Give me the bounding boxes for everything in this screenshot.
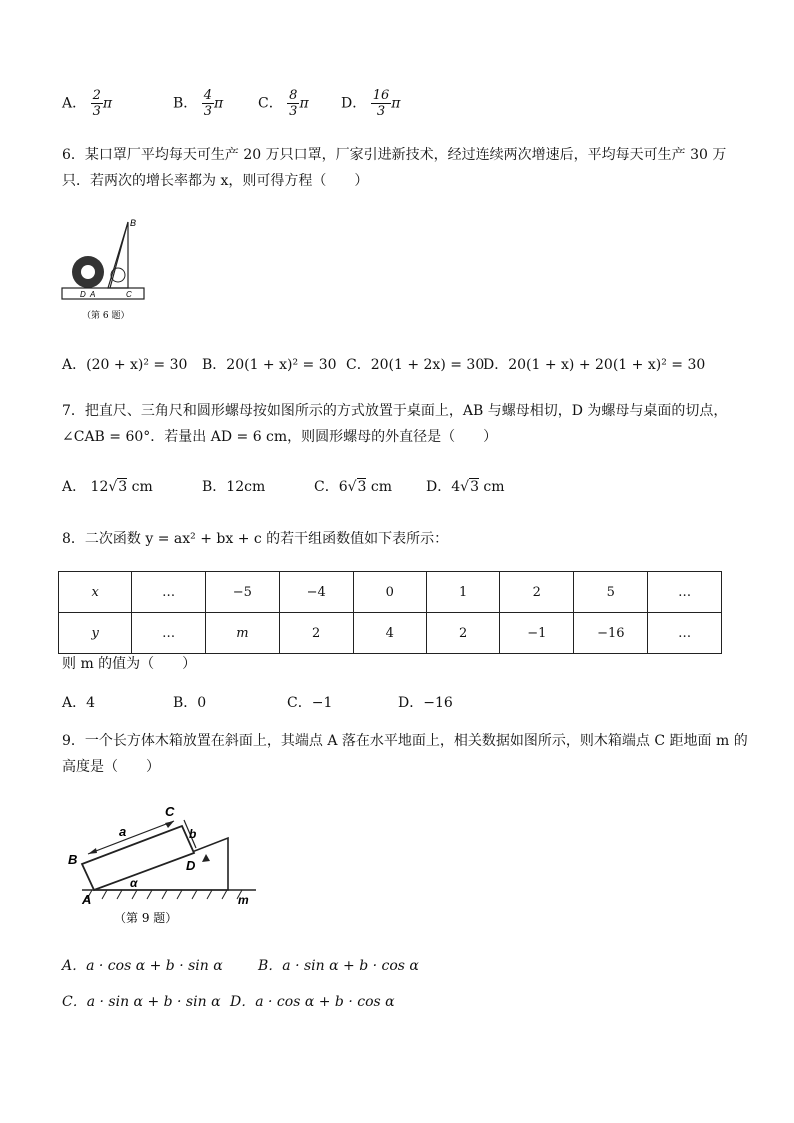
q7-option-c: C．6√3 cm xyxy=(314,479,393,495)
q8-option-a: A．4 xyxy=(62,695,96,711)
q6-line-1: 6．某口罩厂平均每天可生产 20 万只口罩，厂家引进新技术，经过连续两次增速后，平均每天可生产 30 万 xyxy=(62,147,727,163)
q6-option-d: D．20(1 + x) + 20(1 + x)² = 30 xyxy=(483,357,706,373)
table-cell: 2 xyxy=(426,613,499,654)
q5-option-d: D． $\frac{16}{3}$ π xyxy=(341,88,401,119)
fig6-label-b: B xyxy=(130,218,137,228)
table-cell: x xyxy=(59,572,132,613)
table-cell: … xyxy=(648,572,722,613)
q9-option-c: C．a · sin α + b · sin α xyxy=(62,994,221,1010)
table-cell: −5 xyxy=(205,572,279,613)
fig6-label-c: C xyxy=(126,290,132,299)
q8-after-text: 则 m 的值为（ ） xyxy=(62,656,197,672)
q6-option-c: C．20(1 + 2x) = 30 xyxy=(346,357,485,373)
q8-line-1: 8．二次函数 y = ax² + bx + c 的若干组函数值如下表所示： xyxy=(62,531,449,547)
fig9-label-b: B xyxy=(68,852,78,867)
fig6-caption: （第 6 题） xyxy=(82,311,130,321)
fig9-label-side-b: b xyxy=(189,827,197,841)
fig9-caption: （第 9 题） xyxy=(114,911,178,925)
q9-option-d: D．a · cos α + b · cos α xyxy=(230,994,395,1010)
table-cell: … xyxy=(132,572,206,613)
q6-option-a: A．(20 + x)² = 30 xyxy=(62,357,188,373)
figure-9 xyxy=(62,798,262,930)
ground-hatching xyxy=(87,890,242,899)
table-cell: 4 xyxy=(353,613,426,654)
table-cell: 5 xyxy=(574,572,648,613)
function-value-table xyxy=(58,571,722,654)
fig9-label-d: D xyxy=(186,858,196,873)
fig6-label-d: D xyxy=(80,290,86,299)
q9-line-2: 高度是（ ） xyxy=(62,759,160,775)
table-cell: 0 xyxy=(353,572,426,613)
fig9-label-side-a: a xyxy=(119,824,127,839)
q5-option-c: C． $\frac{8}{3}$ π xyxy=(258,88,309,119)
q8-option-b: B．0 xyxy=(173,695,207,711)
q7-option-a: A． 12√3 cm xyxy=(62,479,153,495)
table-cell: −1 xyxy=(500,613,574,654)
q7-option-d: D．4√3 cm xyxy=(426,479,505,495)
table-cell: 2 xyxy=(500,572,574,613)
table-cell: y xyxy=(59,613,132,654)
q6-line-2: 只．若两次的增长率都为 x，则可得方程（ ） xyxy=(62,173,369,189)
q5-option-a: A． $\frac{2}{3}$ π xyxy=(62,88,113,119)
table-cell: 1 xyxy=(426,572,499,613)
figure-6 xyxy=(60,212,150,324)
q8-option-d: D．−16 xyxy=(398,695,453,711)
fig9-label-a: A xyxy=(82,892,92,907)
q9-line-1: 9．一个长方体木箱放置在斜面上，其端点 A 落在水平地面上，相关数据如图所示，则木箱端点 C 距地面 m 的 xyxy=(62,733,748,749)
table-cell: 2 xyxy=(279,613,353,654)
table-cell: m xyxy=(205,613,279,654)
q8-option-c: C．−1 xyxy=(287,695,333,711)
q5-option-b: B． $\frac{4}{3}$ π xyxy=(173,88,224,119)
table-cell: … xyxy=(648,613,722,654)
table-cell: … xyxy=(132,613,206,654)
q7-option-b: B．12cm xyxy=(202,479,266,495)
fig9-label-alpha: α xyxy=(130,876,138,890)
q9-option-b: B．a · sin α + b · cos α xyxy=(258,958,419,974)
q7-line-2: ∠CAB = 60°．若量出 AD = 6 cm，则圆形螺母的外直径是（ ） xyxy=(62,429,498,445)
table-cell: −4 xyxy=(279,572,353,613)
fig9-label-c: C xyxy=(165,804,175,819)
fig6-label-a: A xyxy=(90,290,96,299)
table-row-x xyxy=(59,572,722,613)
q6-option-b: B．20(1 + x)² = 30 xyxy=(202,357,337,373)
q7-line-1: 7．把直尺、三角尺和圆形螺母按如图所示的方式放置于桌面上，AB 与螺母相切，D 为螺母与桌面的切点， xyxy=(62,403,728,419)
table-cell: −16 xyxy=(574,613,648,654)
q9-option-a: A．a · cos α + b · sin α xyxy=(62,958,223,974)
fig9-label-m: m xyxy=(238,893,249,907)
table-row-y xyxy=(59,613,722,654)
wooden-box xyxy=(82,826,197,890)
